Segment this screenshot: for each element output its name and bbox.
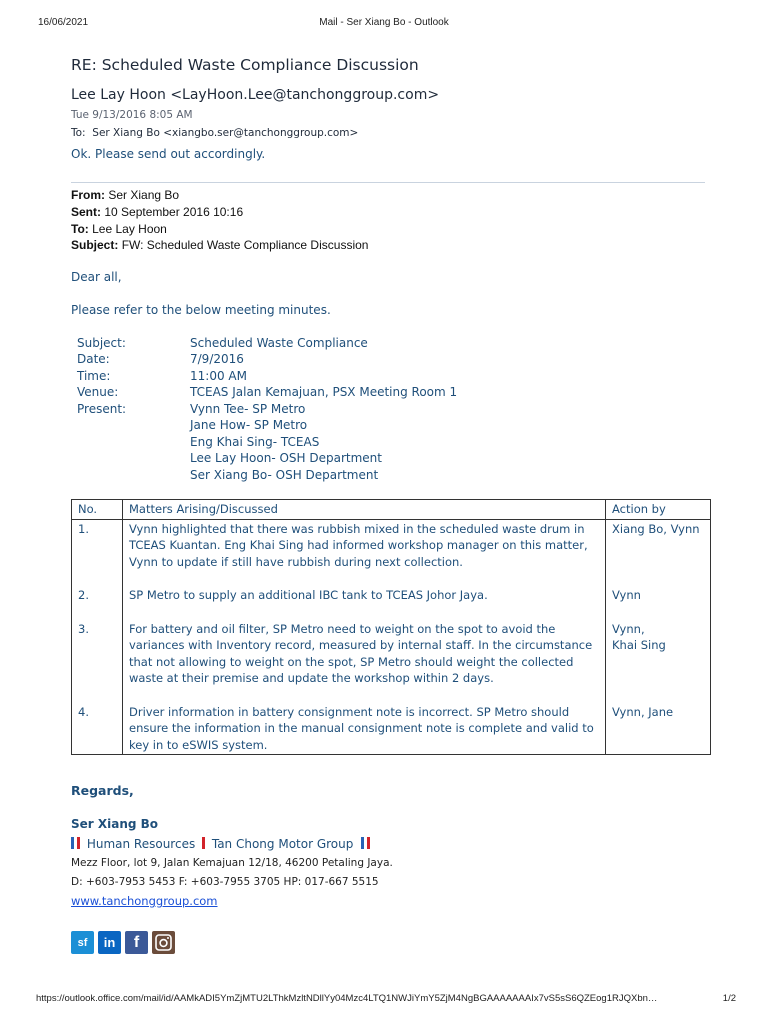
attendee-item: Ser Xiang Bo- OSH Department [190, 468, 379, 482]
table-row [72, 519, 711, 586]
fwd-from-value: Ser Xiang Bo [108, 188, 180, 202]
signature-name: Ser Xiang Bo [71, 817, 159, 831]
row-matter: Vynn highlighted that there was rubbish mixed in the scheduled waste drum in TCEAS Kuantan. Eng Khai Sing had informed workshop manager on this matter, Vynn to update if still have rubbish during next collection. [123, 519, 606, 586]
minutes-subject-value: Scheduled Waste Compliance [190, 336, 368, 350]
print-date: 16/06/2021 [38, 17, 89, 28]
row-matter: Driver information in battery consignment note is incorrect. SP Metro should ensure the information in the manual consignment note is complete and valid to key in to eSWIS system. [123, 703, 606, 755]
regards: Regards, [71, 783, 134, 798]
attendee-item: Eng Khai Sing- TCEAS [190, 435, 320, 449]
row-matter: For battery and oil filter, SP Metro need to weight on the spot to avoid the variances with Inventory record, measured by internal staff. In the circumstance that not allowing to weight on the spot, SP Metro should weight the collected waste at their premise and update the workshop within 2 days. [123, 620, 606, 703]
row-matter: SP Metro to supply an additional IBC tank to TCEAS Johor Jaya. [123, 586, 606, 620]
minutes-venue-label: Venue: [77, 385, 119, 399]
attendee-item: Lee Lay Hoon- OSH Department [190, 451, 382, 465]
email-to-line [71, 127, 358, 139]
row-no: 2. [72, 586, 123, 620]
header-action: Action by [606, 500, 711, 520]
signature-address: Mezz Floor, lot 9, Jalan Kemajuan 12/18, 46200 Petaling Jaya. [71, 857, 393, 869]
website-link[interactable]: www.tanchonggroup.com [71, 894, 218, 908]
fwd-subject-value: FW: Scheduled Waste Compliance Discussion [121, 238, 369, 252]
minutes-time-label: Time: [77, 369, 111, 383]
table-header-row [72, 500, 711, 520]
intro-text: Please refer to the below meeting minutes. [71, 303, 331, 317]
print-page-number: 1/2 [722, 993, 736, 1004]
to-recipient[interactable]: Ser Xiang Bo <xiangbo.ser@tanchonggroup.com> [92, 127, 359, 139]
fwd-to-value: Lee Lay Hoon [92, 222, 167, 236]
signature-phone: D: +603-7953 5453 F: +603-7955 3705 HP: 017-667 5515 [71, 876, 379, 888]
row-action: Vynn, Jane [606, 703, 711, 755]
email-sender[interactable]: Lee Lay Hoon <LayHoon.Lee@tanchonggroup.com> [71, 87, 440, 103]
email-subject: RE: Scheduled Waste Compliance Discussion [71, 56, 419, 74]
row-action: Vynn [606, 586, 711, 620]
table-row [72, 586, 711, 620]
blue-bar-mark [361, 837, 364, 849]
greeting: Dear all, [71, 270, 122, 284]
matters-table [71, 499, 711, 755]
linkedin-icon[interactable]: in [98, 931, 121, 954]
company-name: Tan Chong Motor Group [211, 837, 354, 851]
fwd-from-label: From: [71, 188, 105, 202]
attendee-item: Jane How- SP Metro [190, 418, 308, 432]
email-sent-time: Tue 9/13/2016 8:05 AM [71, 109, 193, 121]
minutes-date-label: Date: [77, 352, 110, 366]
row-action: Vynn, Khai Sing [606, 620, 711, 703]
salesforce-icon[interactable]: sf [71, 931, 94, 954]
minutes-present-label: Present: [77, 402, 127, 416]
minutes-subject-label: Subject: [77, 336, 126, 350]
reply-body: Ok. Please send out accordingly. [71, 147, 266, 161]
minutes-time-value: 11:00 AM [190, 369, 247, 383]
header-no: No. [72, 500, 123, 520]
header-matters: Matters Arising/Discussed [123, 500, 606, 520]
table-row [72, 703, 711, 755]
to-label: To: [71, 127, 86, 139]
fwd-subject [71, 238, 368, 252]
minutes-date-value: 7/9/2016 [190, 352, 244, 366]
fwd-subject-label: Subject: [71, 238, 119, 252]
red-bar-mark [202, 837, 205, 849]
fwd-sent-label: Sent: [71, 205, 101, 219]
red-bar-mark [77, 837, 80, 849]
table-row [72, 620, 711, 703]
fwd-sent-value: 10 September 2016 10:16 [104, 205, 244, 219]
blue-bar-mark [71, 837, 74, 849]
social-icons [71, 931, 175, 954]
fwd-to [71, 222, 167, 236]
attendee-item: Vynn Tee- SP Metro [190, 402, 306, 416]
instagram-icon[interactable] [152, 931, 175, 954]
minutes-venue-value: TCEAS Jalan Kemajuan, PSX Meeting Room 1 [190, 385, 458, 399]
fwd-sent [71, 205, 243, 219]
fwd-from [71, 188, 179, 202]
fwd-to-label: To: [71, 222, 89, 236]
signature-department [71, 837, 373, 851]
row-no: 1. [72, 519, 123, 586]
facebook-icon[interactable]: f [125, 931, 148, 954]
print-title: Mail - Ser Xiang Bo - Outlook [319, 17, 449, 28]
row-no: 3. [72, 620, 123, 703]
department-name: Human Resources [86, 837, 196, 851]
row-action: Xiang Bo, Vynn [606, 519, 711, 586]
red-bar-mark [367, 837, 370, 849]
row-no: 4. [72, 703, 123, 755]
divider [71, 182, 705, 183]
print-url: https://outlook.office.com/mail/id/AAMkADI5YmZjMTU2LThkMzltNDllYy04Mzc4LTQ1NWJiYmY5ZjM4NgBGAAAAAAAIx7vS5sS6QZEog1RJQXbn… [36, 993, 658, 1004]
